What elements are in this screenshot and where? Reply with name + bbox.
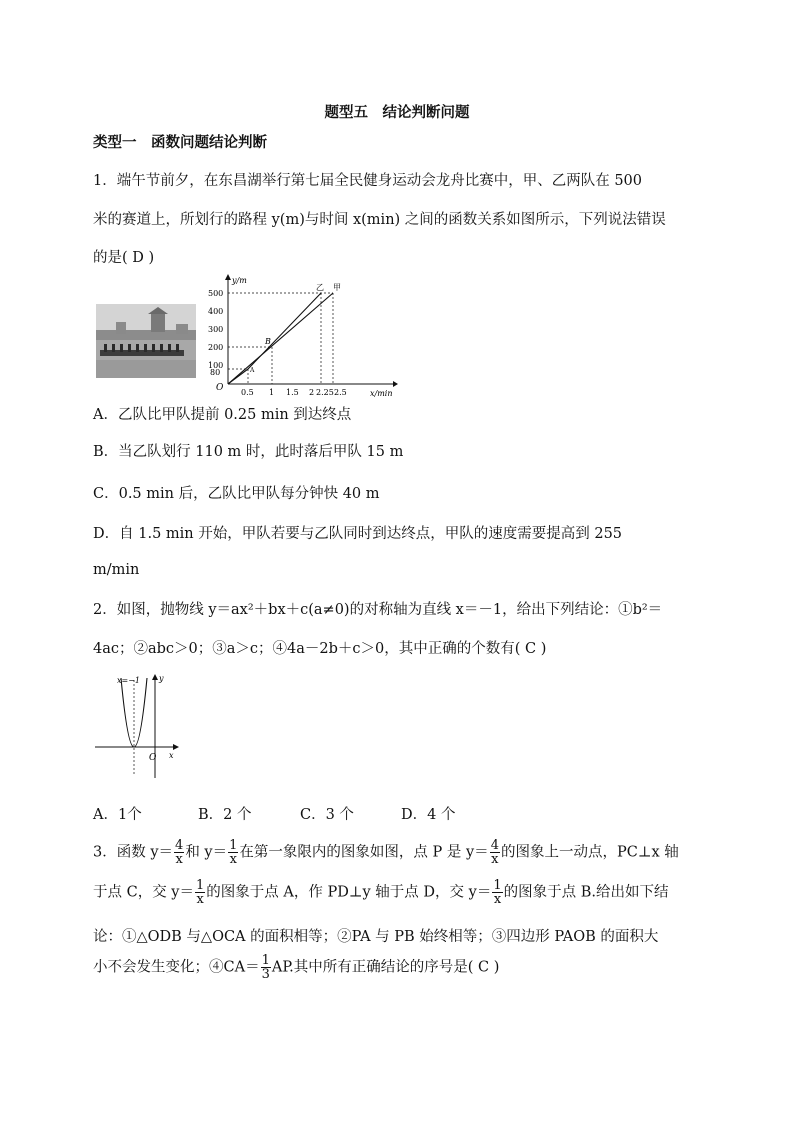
q1-option-d-line-1: D．自 1.5 min 开始，甲队若要与乙队同时到达终点，甲队的速度需要提高到 255 (93, 526, 623, 542)
y-tick-300: 300 (208, 325, 224, 334)
q2-parabola-graph (93, 670, 183, 780)
q2-option-a: A．1个 (93, 807, 142, 823)
q3-line-2 (93, 879, 669, 906)
y-tick-200: 200 (208, 343, 224, 352)
q3-text: 的图象于点 B.给出如下结 (503, 884, 669, 901)
q1-option-c: C．0.5 min 后，乙队比甲队每分钟快 40 m (93, 486, 380, 502)
fraction-1-over-x: $\frac{1}{x}$ (196, 878, 205, 907)
q1-option-d-line-2: m/min (93, 562, 140, 578)
q3-line-1 (93, 839, 679, 866)
fraction-1-over-x: $\frac{1}{x}$ (493, 878, 502, 907)
q3-text: 小不会发生变化；④CA＝ (93, 959, 260, 976)
dragon-boat-photo (96, 304, 196, 378)
label-b: B (265, 337, 271, 346)
fraction-4-over-x: $\frac{4}{x}$ (175, 838, 184, 867)
page-title: 题型五 结论判断问题 (324, 105, 470, 121)
q3-text: 3．函数 y＝ (93, 844, 174, 861)
x-tick-2-25: 2.25 (316, 388, 334, 397)
q2-origin-label: O (149, 753, 157, 763)
q3-text: 的图象于点 A，作 PD⊥y 轴于点 D，交 y＝ (206, 884, 492, 901)
y-tick-500: 500 (208, 289, 224, 298)
y-tick-400: 400 (208, 307, 224, 316)
q2-line-2: 4ac；②abc＞0；③a＞c；④4a－2b＋c＞0，其中正确的个数有( C ) (93, 641, 547, 657)
y-axis-label: y/m (232, 276, 247, 285)
x-tick-1: 1 (269, 388, 275, 397)
line-jia (228, 293, 333, 384)
x-tick-1-5: 1.5 (286, 388, 299, 397)
q3-text: 于点 C，交 y＝ (93, 884, 195, 901)
q2-option-b: B．2 个 (198, 807, 252, 823)
q2-option-c: C．3 个 (300, 807, 354, 823)
x-axis-label: x/min (370, 389, 393, 398)
q1-option-a: A．乙队比甲队提前 0.25 min 到达终点 (93, 407, 352, 423)
q1-line-1: 1．端午节前夕，在东昌湖举行第七届全民健身运动会龙舟比赛中，甲、乙两队在 500 (93, 173, 643, 189)
q2-option-d: D．4 个 (401, 807, 456, 823)
label-a: A (250, 367, 255, 374)
x-tick-2: 2 (309, 388, 315, 397)
label-yi: 乙 (316, 283, 324, 292)
origin-label: O (216, 383, 224, 393)
q1-distance-time-graph (208, 272, 398, 400)
q2-y-label: y (159, 674, 164, 683)
y-tick-80: 80 (210, 368, 221, 377)
q1-line-3: 的是( D ) (93, 250, 155, 266)
q3-line-3: 论：①△ODB 与△OCA 的面积相等；②PA 与 PB 始终相等；③四边形 PAOB 的面积大 (93, 929, 659, 945)
fraction-1-over-3: $\frac{1}{3}$ (261, 953, 270, 982)
q3-text: 在第一象限内的图象如图，点 P 是 y＝ (239, 844, 489, 861)
q2-x-label: x (169, 751, 174, 760)
fraction-1-over-x: $\frac{1}{x}$ (229, 838, 238, 867)
q3-text: 的图象上一动点，PC⊥x 轴 (500, 844, 679, 861)
y-tick-100: 100 (208, 361, 224, 370)
q3-text: AP.其中所有正确结论的序号是( C ) (271, 959, 500, 976)
x-tick-2-5: 2.5 (334, 388, 347, 397)
section-heading: 类型一 函数问题结论判断 (93, 135, 267, 151)
x-tick-0-5: 0.5 (241, 388, 254, 397)
q3-line-4 (93, 954, 499, 981)
q1-line-2: 米的赛道上，所划行的路程 y(m)与时间 x(min) 之间的函数关系如图所示，下列说法错误 (93, 212, 666, 228)
q2-line-1: 2．如图，抛物线 y＝ax²＋bx＋c(a≠0)的对称轴为直线 x＝－1，给出下列结论：①b²＝ (93, 602, 663, 618)
symmetry-axis-label: x=−1 (117, 676, 141, 685)
q1-option-b: B．当乙队划行 110 m 时，此时落后甲队 15 m (93, 444, 404, 460)
label-jia: 甲 (333, 283, 341, 292)
q3-text: 和 y＝ (185, 844, 228, 861)
fraction-4-over-x: $\frac{4}{x}$ (490, 838, 499, 867)
